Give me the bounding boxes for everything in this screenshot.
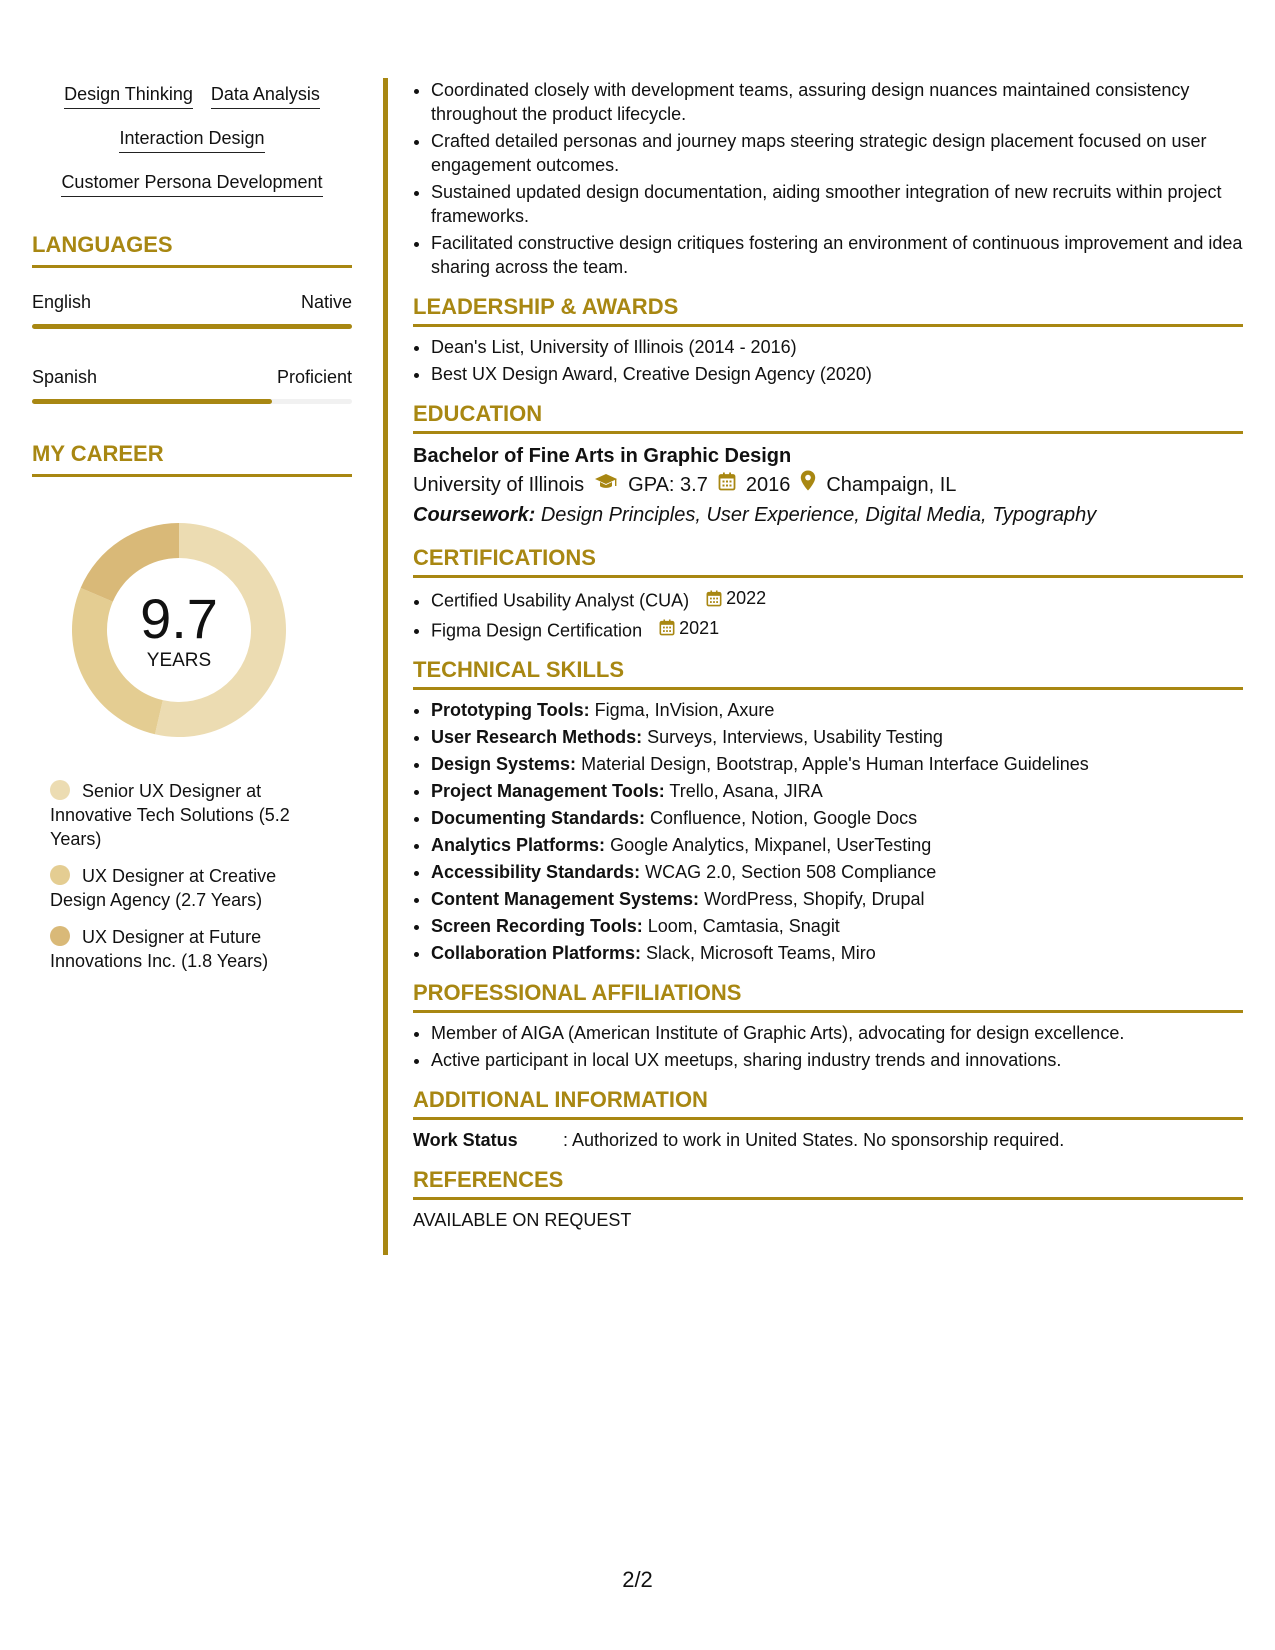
legend-item — [50, 925, 320, 973]
education-gpa: GPA: 3.7 — [628, 474, 708, 496]
languages-section — [32, 231, 352, 404]
section-rule — [413, 575, 1243, 578]
section-rule — [32, 265, 352, 268]
skill-tag: Interaction Design — [119, 126, 264, 153]
donut-center — [66, 517, 292, 743]
legend-item — [50, 864, 320, 912]
education-location: Champaign, IL — [826, 474, 957, 496]
list-item — [431, 833, 1243, 857]
language-bar-fill — [32, 399, 272, 404]
education-year: 2016 — [745, 474, 791, 496]
right-column — [413, 78, 1243, 1232]
certifications-list — [413, 586, 1243, 642]
legend-label: UX Designer at Future Innovations Inc. (1.8 Years) — [50, 927, 269, 971]
technical-skills-section — [413, 656, 1243, 965]
language-name: Spanish — [32, 367, 98, 387]
calendar-icon — [706, 590, 722, 607]
skill-values: Figma, InVision, Axure — [594, 700, 775, 720]
certification-date — [706, 586, 766, 610]
skill-values: Google Analytics, Mixpanel, UserTesting — [610, 835, 932, 855]
work-status-row — [413, 1128, 1243, 1152]
list-item: • Dean's List, University of Illinois (2014 - 2016) — [431, 335, 1243, 359]
list-item: • Facilitated constructive design critiques fostering an environment of continuous improvement and idea sharing across the team. — [431, 231, 1243, 279]
skill-category: User Research Methods: — [431, 727, 643, 747]
references-title: REFERENCES — [413, 1167, 564, 1192]
skill-values: WordPress, Shopify, Drupal — [704, 889, 925, 909]
skill-category: Documenting Standards: — [431, 808, 646, 828]
experience-bullets — [413, 78, 1243, 279]
list-item — [431, 616, 1243, 643]
certification-year: 2022 — [726, 588, 767, 608]
skill-tag: Design Thinking — [64, 82, 193, 109]
language-item — [32, 365, 352, 404]
education-section — [413, 400, 1243, 530]
education-school: University of Illinois — [413, 474, 585, 496]
education-meta — [413, 470, 1243, 500]
section-rule — [413, 1117, 1243, 1120]
language-item — [32, 290, 352, 329]
list-item: • Active participant in local UX meetups, sharing industry trends and innovations. — [431, 1048, 1243, 1072]
legend-label: UX Designer at Creative Design Agency (2.7 Years) — [50, 866, 277, 910]
left-column — [32, 82, 352, 986]
section-rule — [413, 1197, 1243, 1200]
career-title: MY CAREER — [32, 441, 164, 466]
skill-category: Analytics Platforms: — [431, 835, 606, 855]
list-item — [431, 941, 1243, 965]
work-status-label: Work Status — [413, 1130, 518, 1150]
skill-category: Accessibility Standards: — [431, 862, 641, 882]
list-item — [431, 860, 1243, 884]
list-item — [431, 806, 1243, 830]
skill-category: Prototyping Tools: — [431, 700, 590, 720]
work-status-value: : Authorized to work in United States. No sponsorship required. — [563, 1130, 1065, 1150]
skill-values: Trello, Asana, JIRA — [669, 781, 823, 801]
awards-title: LEADERSHIP & AWARDS — [413, 294, 679, 319]
career-total-years: 9.7 — [140, 587, 218, 650]
section-rule — [413, 1010, 1243, 1013]
list-item: • Member of AIGA (American Institute of Graphic Arts), advocating for design excellence. — [431, 1021, 1243, 1045]
certification-name: Figma Design Certification — [431, 620, 643, 640]
skills-list — [32, 82, 352, 197]
map-pin-icon — [800, 470, 816, 500]
language-name: English — [32, 292, 92, 312]
skill-category: Design Systems: — [431, 754, 577, 774]
skill-category: Project Management Tools: — [431, 781, 665, 801]
references-section — [413, 1166, 1243, 1232]
legend-dot — [50, 780, 70, 800]
education-coursework — [413, 500, 1243, 530]
language-bar — [32, 399, 352, 404]
calendar-icon — [659, 619, 675, 636]
section-rule — [32, 474, 352, 477]
skill-tag: Customer Persona Development — [61, 170, 322, 197]
certifications-title: CERTIFICATIONS — [413, 545, 596, 570]
legend-item — [50, 779, 320, 851]
list-item — [431, 586, 1243, 613]
education-degree: Bachelor of Fine Arts in Graphic Design — [413, 445, 792, 467]
career-legend — [50, 779, 320, 973]
awards-section — [413, 293, 1243, 386]
career-donut-chart — [66, 517, 292, 743]
additional-info-title: ADDITIONAL INFORMATION — [413, 1087, 708, 1112]
column-divider — [383, 78, 388, 1255]
language-level: Proficient — [276, 367, 352, 387]
skill-tag: Data Analysis — [211, 82, 320, 109]
coursework-value: Design Principles, User Experience, Digital Media, Typography — [540, 504, 1097, 526]
list-item — [431, 914, 1243, 938]
page-number: 2/2 — [622, 1567, 653, 1592]
section-rule — [413, 324, 1243, 327]
graduation-cap-icon — [594, 470, 618, 500]
coursework-label: Coursework: — [413, 504, 536, 526]
certification-name: Certified Usability Analyst (CUA) — [431, 590, 690, 611]
skill-category: Content Management Systems: — [431, 889, 700, 909]
legend-label: Senior UX Designer at Innovative Tech Solutions (5.2 Years) — [50, 781, 290, 849]
career-total-unit: YEARS — [146, 650, 212, 671]
legend-dot — [50, 865, 70, 885]
skills-row — [32, 82, 352, 109]
list-item — [431, 725, 1243, 749]
skill-values: Material Design, Bootstrap, Apple's Human Interface Guidelines — [581, 754, 1089, 774]
technical-skills-title: TECHNICAL SKILLS — [413, 657, 625, 682]
language-bar-fill — [32, 324, 352, 329]
affiliations-title: PROFESSIONAL AFFILIATIONS — [413, 980, 742, 1005]
technical-skills-list — [413, 698, 1243, 965]
skill-values: Surveys, Interviews, Usability Testing — [647, 727, 943, 747]
references-text: AVAILABLE ON REQUEST — [413, 1210, 632, 1230]
skill-values: Loom, Camtasia, Snagit — [647, 916, 840, 936]
languages-title: LANGUAGES — [32, 232, 173, 257]
skills-row — [32, 170, 352, 197]
affiliations-list — [413, 1021, 1243, 1072]
education-title: EDUCATION — [413, 401, 543, 426]
affiliations-section — [413, 979, 1243, 1072]
certifications-section — [413, 544, 1243, 642]
list-item — [431, 887, 1243, 911]
legend-dot — [50, 926, 70, 946]
list-item: • Sustained updated design documentation, aiding smoother integration of new recruits within project frameworks. — [431, 180, 1243, 228]
calendar-icon — [718, 470, 736, 500]
skill-category: Collaboration Platforms: — [431, 943, 642, 963]
list-item — [431, 752, 1243, 776]
skill-values: Slack, Microsoft Teams, Miro — [646, 943, 876, 963]
skill-values: Confluence, Notion, Google Docs — [650, 808, 918, 828]
certification-date — [659, 616, 719, 640]
list-item: • Coordinated closely with development teams, assuring design nuances maintained consistency throughout the product lifecycle. — [431, 78, 1243, 126]
skill-values: WCAG 2.0, Section 508 Compliance — [645, 862, 937, 882]
section-rule — [413, 431, 1243, 434]
list-item: • Crafted detailed personas and journey maps steering strategic design placement focused on user engagement outcomes. — [431, 129, 1243, 177]
section-rule — [413, 687, 1243, 690]
skill-category: Screen Recording Tools: — [431, 916, 643, 936]
language-level: Native — [300, 292, 352, 312]
certification-year: 2021 — [679, 617, 720, 638]
list-item — [431, 779, 1243, 803]
list-item: • Best UX Design Award, Creative Design Agency (2020) — [431, 362, 1243, 386]
language-bar — [32, 324, 352, 329]
awards-list — [413, 335, 1243, 386]
additional-info-section — [413, 1086, 1243, 1152]
skills-row — [32, 126, 352, 153]
list-item — [431, 698, 1243, 722]
language-list — [32, 290, 352, 404]
career-section — [32, 440, 352, 973]
